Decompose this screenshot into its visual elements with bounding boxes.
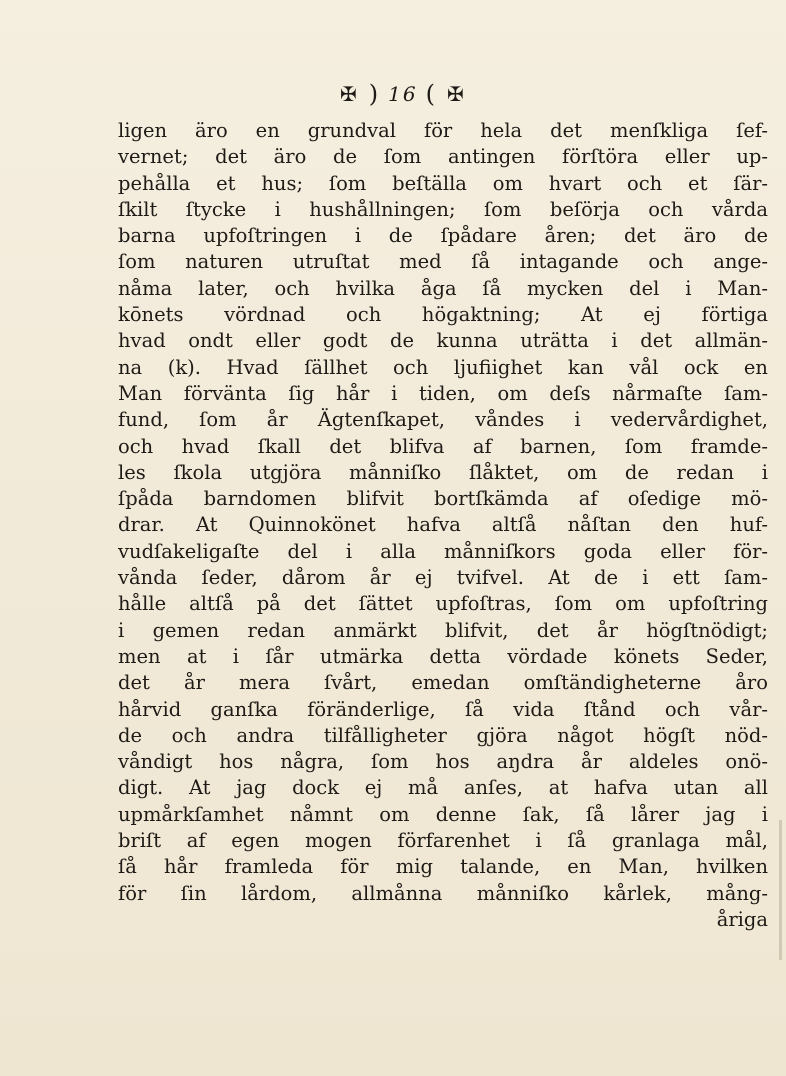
text-line: hårvid ganſka föränderlige, ſå vida ſtånd och vår- bbox=[118, 697, 768, 721]
text-line: hålle altſå på det ſättet upfoſtras, ſom om upfoſtring bbox=[118, 592, 768, 616]
text-line: och hvad ſkall det blifva af barnen, ſom framde- bbox=[118, 434, 768, 458]
text-line: vånda ſeder, dårom år ej tvifvel. At de i ett ſam- bbox=[118, 566, 768, 590]
text-line: hvad ondt eller godt de kunna uträtta i det allmän- bbox=[118, 329, 768, 353]
ornament-right-icon: ✠ bbox=[446, 82, 466, 106]
text-line: ſpåda barndomen blifvit bortſkämda af oſedige mö- bbox=[118, 487, 768, 511]
catchword: åriga bbox=[716, 907, 768, 931]
text-line: de och andra tilfålligheter gjöra något högſt nöd- bbox=[118, 723, 768, 747]
text-line: våndigt hos några, ſom hos aŋdra år aldeles onö- bbox=[118, 750, 768, 774]
text-line: ſom naturen utruſtat med ſå intagande och ange- bbox=[118, 250, 768, 274]
page-number: 16 bbox=[388, 82, 418, 106]
text-line: det år mera ſvårt, emedan omſtändigheterne åro bbox=[118, 671, 768, 695]
text-line: briſt af egen mogen förfarenhet i ſå granlaga mål, bbox=[118, 829, 768, 853]
text-line: Man förvänta ſig hår i tiden, om deſs nårmaſte ſam- bbox=[118, 381, 768, 405]
text-line: kōnets vördnad och högaktning; At ej förtiga bbox=[118, 303, 768, 327]
text-line: drar. At Quinnokönet hafva altſå nåſtan den huf- bbox=[118, 513, 768, 537]
text-line: digt. At jag dock ej må anſes, at hafva utan all bbox=[118, 776, 768, 800]
text-line: vernet; det äro de ſom antingen förſtöra eller up- bbox=[118, 145, 768, 169]
text-line: ſkilt ſtycke i hushållningen; ſom beſörja och vårda bbox=[118, 197, 768, 221]
ornament-left-icon: ✠ bbox=[340, 82, 359, 106]
text-line: pehålla et hus; ſom beſtälla om hvart och et ſär- bbox=[118, 171, 768, 195]
text-line: fund, ſom år Ägtenſkapet, våndes i vedervårdighet, bbox=[118, 408, 768, 432]
text-line: les ſkola utgjöra månniſko ſlåktet, om de redan i bbox=[118, 460, 768, 484]
text-line: na (k). Hvad ſällhet och ljufiighet kan vål ock en bbox=[118, 355, 768, 379]
text-line: upmårkſamhet nåmnt om denne ſak, ſå lårer jag i bbox=[118, 802, 768, 826]
page-header bbox=[330, 76, 560, 112]
page-edge-shadow bbox=[779, 820, 782, 960]
text-line: ſå hår framleda för mig talande, en Man, hvilken bbox=[118, 855, 768, 879]
text-line: nåma later, och hvilka åga ſå mycken del i Man- bbox=[118, 276, 768, 300]
bracket-left: ) bbox=[368, 80, 381, 108]
text-line: barna upfoſtringen i de ſpådare åren; det äro de bbox=[118, 224, 768, 248]
text-line: men at i ſår utmärka detta vördade könets Seder, bbox=[118, 644, 768, 668]
text-line: vudſakeligaſte del i alla månniſkors goda eller för- bbox=[118, 539, 768, 563]
text-line: för ſin lårdom, allmånna månniſko kårlek, mång- bbox=[118, 881, 768, 905]
text-line: ligen äro en grundval för hela det menſkliga ſef- bbox=[118, 119, 768, 142]
text-line: i gemen redan anmärkt blifvit, det år högſtnödigt; bbox=[118, 618, 768, 642]
bracket-right: ( bbox=[425, 80, 437, 108]
body-text bbox=[118, 118, 768, 933]
